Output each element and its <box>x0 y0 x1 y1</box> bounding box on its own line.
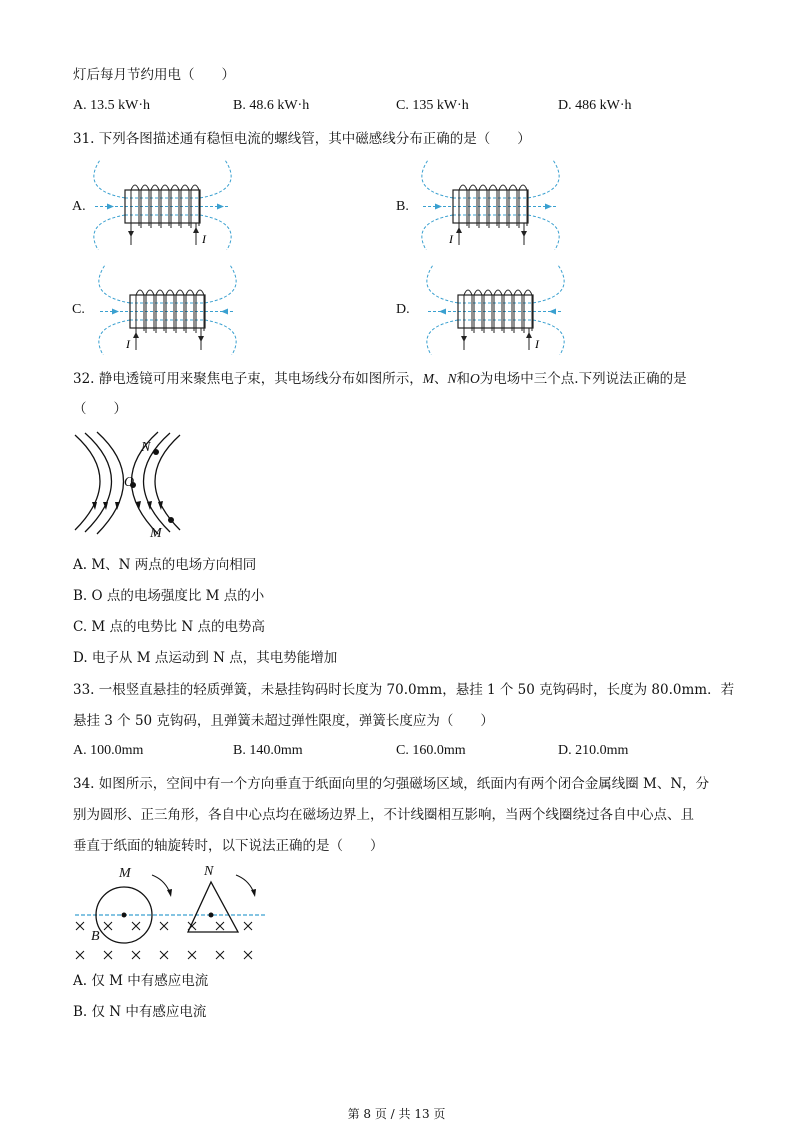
q33-stem-line2: 悬挂 3 个 50 克钩码，且弹簧未超过弹性限度，弹簧长度应为（ ） <box>73 713 494 729</box>
q32-option-a: A. M、N 两点的电场方向相同 <box>73 557 257 573</box>
q34-stem-line1: 34. 如图所示，空间中有一个方向垂直于纸面向里的匀强磁场区域，纸面内有两个闭合金属线圈 M、N，分 <box>73 776 710 792</box>
field-cross-icon <box>132 922 140 930</box>
q33-option-a: A. 100.0mm <box>73 743 144 758</box>
q31-label-b: B. <box>396 199 409 214</box>
current-label: I <box>202 232 206 246</box>
q31-label-a: A. <box>72 199 86 214</box>
field-cross-icon <box>104 951 112 959</box>
q31-stem: 31. 下列各图描述通有稳恒电流的螺线管，其中磁感线分布正确的是（ ） <box>73 131 531 147</box>
field-cross-icon <box>244 951 252 959</box>
field-cross-icon <box>76 922 84 930</box>
page-footer: 第 8 页 / 共 13 页 <box>347 1107 446 1121</box>
current-label: I <box>126 337 130 351</box>
q30-option-d: D. 486 kW·h <box>558 98 632 113</box>
q30-stem-tail: 灯后每月节约用电（ ） <box>73 67 235 83</box>
field-arrow-icon <box>217 204 224 210</box>
field-cross-icon <box>216 951 224 959</box>
q34-option-b: B. 仅 N 中有感应电流 <box>73 1004 207 1020</box>
field-cross-icon <box>160 951 168 959</box>
q32-answer-paren: （ ） <box>73 401 127 417</box>
field-arrow-icon <box>549 309 556 315</box>
field-cross-icon <box>104 922 112 930</box>
solenoid-figure-d <box>408 265 588 355</box>
solenoid-figure-a <box>90 160 250 250</box>
solenoid-figure-b <box>408 160 588 250</box>
current-label: I <box>535 337 539 351</box>
field-cross-icon <box>160 922 168 930</box>
q32-stem: 32. 静电透镜可用来聚焦电子束，其电场线分布如图所示，M、N和O为电场中三个点.下列说法正确的是 <box>73 371 687 387</box>
point-m-label: M <box>150 526 162 541</box>
field-arrow-icon <box>439 309 446 315</box>
field-cross-icon <box>216 922 224 930</box>
q32-option-d: D. 电子从 M 点运动到 N 点，其电势能增加 <box>73 650 338 666</box>
q34-option-a: A. 仅 M 中有感应电流 <box>73 973 209 989</box>
field-cross-icon <box>132 951 140 959</box>
q31-label-c: C. <box>72 302 85 317</box>
q33-stem-line1: 33. 一根竖直悬挂的轻质弹簧，未悬挂钩码时长度为 70.0mm，悬挂 1 个 50 克钩码时，长度为 80.0mm．若 <box>73 682 735 698</box>
solenoid-figure-c <box>90 265 250 355</box>
q32-option-b: B. O 点的电场强度比 M 点的小 <box>73 588 265 604</box>
magnetic-field-coils-figure <box>70 860 270 970</box>
q33-option-b: B. 140.0mm <box>233 743 303 758</box>
field-arrow-icon <box>435 204 442 210</box>
field-arrow-icon <box>112 309 119 315</box>
q33-option-d: D. 210.0mm <box>558 743 629 758</box>
field-arrow-icon <box>221 309 228 315</box>
point-o-label: O <box>124 475 135 490</box>
field-b-label: B <box>91 929 100 944</box>
q33-option-c: C. 160.0mm <box>396 743 466 758</box>
field-cross-icon <box>76 951 84 959</box>
electrostatic-lens-figure <box>70 430 200 545</box>
q34-stem-line3: 垂直于纸面的轴旋转时，以下说法正确的是（ ） <box>73 838 384 854</box>
q34-stem-line2: 别为圆形、正三角形，各自中心点均在磁场边界上，不计线圈相互影响，当两个线圈绕过各自中心点、且 <box>73 807 694 823</box>
q30-option-a: A. 13.5 kW·h <box>73 98 150 113</box>
point-n-label: N <box>141 440 151 455</box>
field-cross-icon <box>188 951 196 959</box>
coil-n-label: N <box>204 864 214 879</box>
field-arrow-icon <box>545 204 552 210</box>
field-arrow-icon <box>107 204 114 210</box>
current-label: I <box>449 232 453 246</box>
q31-label-d: D. <box>396 302 410 317</box>
field-cross-icon <box>244 922 252 930</box>
q30-option-c: C. 135 kW·h <box>396 98 469 113</box>
q32-option-c: C. M 点的电势比 N 点的电势高 <box>73 619 265 635</box>
q30-option-b: B. 48.6 kW·h <box>233 98 310 113</box>
coil-m-label: M <box>119 866 131 881</box>
